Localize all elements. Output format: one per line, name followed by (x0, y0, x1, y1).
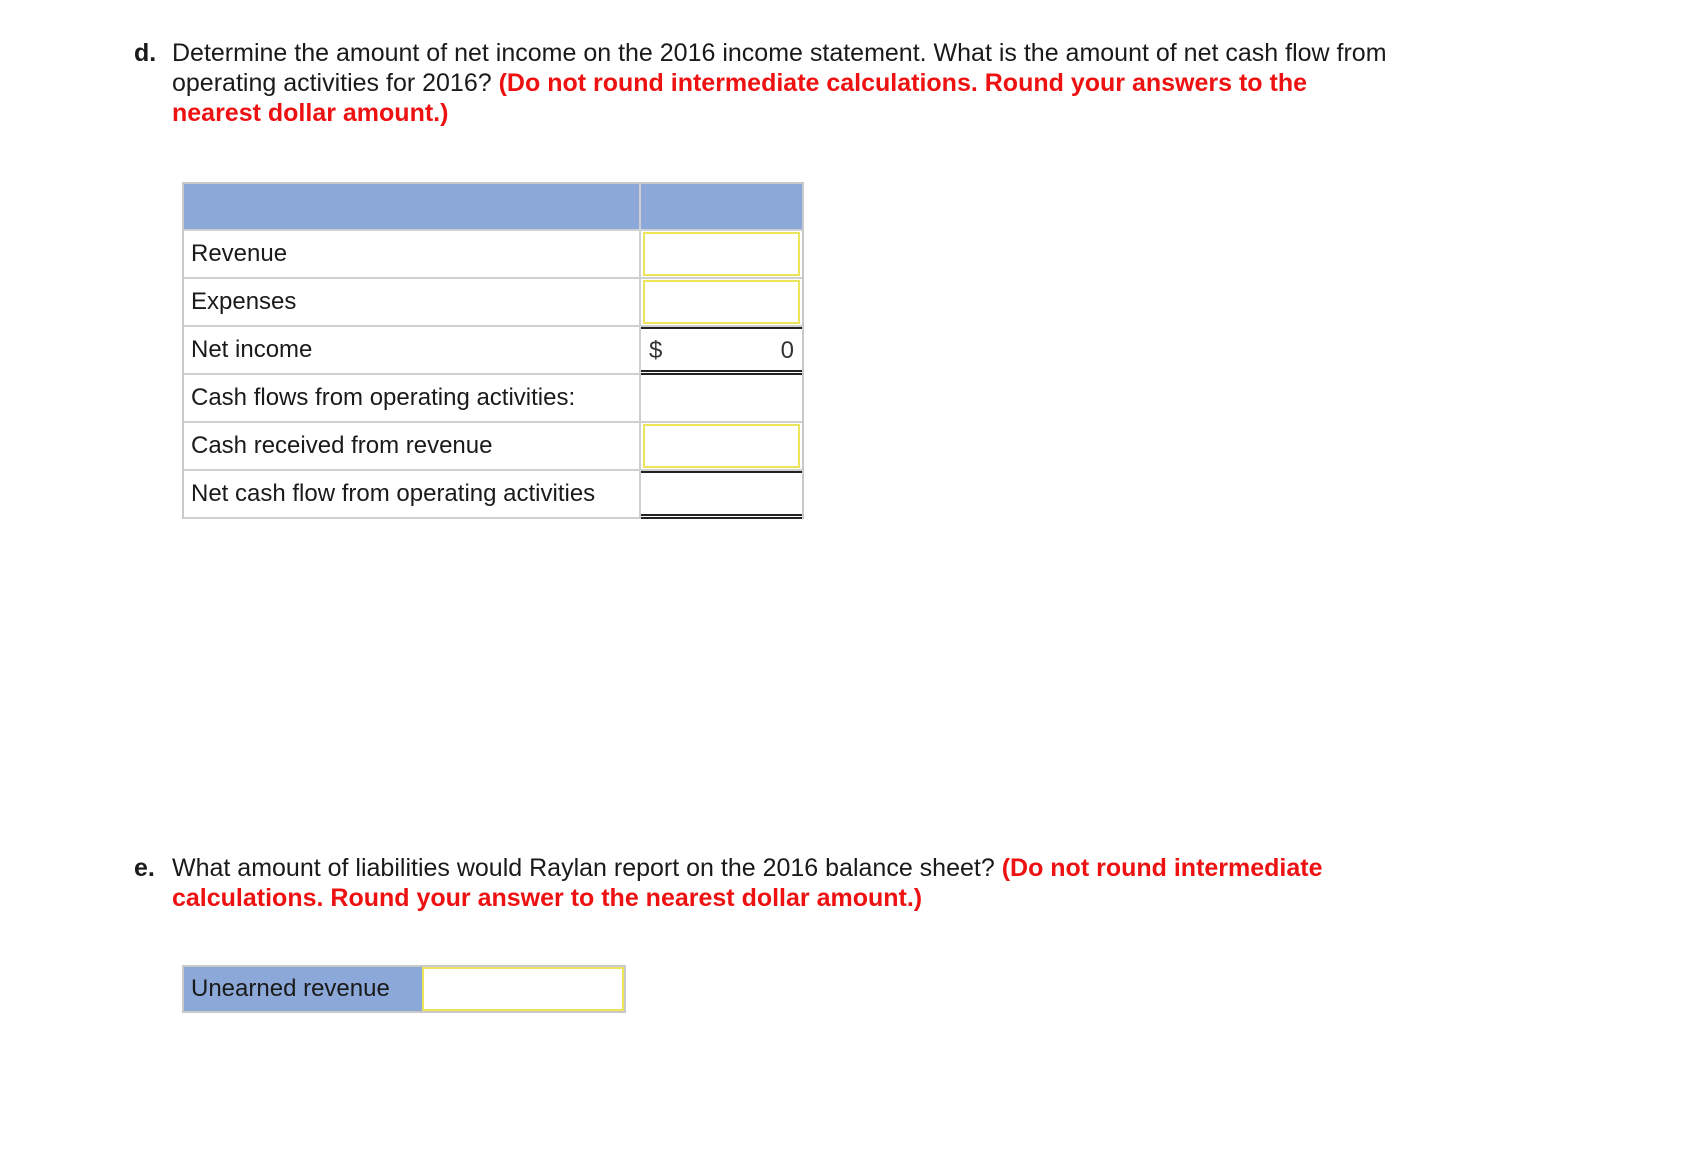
table-row-cash-received (184, 423, 802, 471)
question-d-instruction: (Do not round intermediate calculations. Round your answers to the nearest dollar amount.) (172, 69, 1308, 127)
double-underline (641, 514, 802, 519)
revenue-input[interactable] (643, 232, 800, 276)
cash-received-cell (641, 423, 802, 469)
cash-flows-heading-cell (641, 375, 802, 421)
row-label-expenses: Expenses (184, 279, 641, 325)
table-header-row (184, 184, 802, 231)
question-e-instruction: (Do not round intermediate calculations. Round your answer to the nearest dollar amount.) (172, 854, 1323, 912)
net-cash-flow-cell (641, 471, 802, 517)
question-e-text: What amount of liabilities would Raylan report on the 2016 balance sheet? (172, 854, 1002, 882)
header-label-cell (184, 184, 641, 229)
expenses-cell (641, 279, 802, 325)
net-income-value (641, 329, 802, 373)
table-row-net-cash-flow (184, 471, 802, 519)
net-income-amount: 0 (780, 337, 794, 364)
question-d-letter: d. (134, 39, 157, 67)
row-label-net-income: Net income (184, 327, 641, 373)
table-row-revenue (184, 231, 802, 279)
table-row-expenses (184, 279, 802, 327)
table-row-cash-flows-heading (184, 375, 802, 423)
unearned-revenue-cell (422, 967, 624, 1011)
cash-received-input[interactable] (643, 424, 800, 468)
income-statement-table (182, 182, 804, 519)
question-e-letter: e. (134, 854, 155, 882)
header-value-cell (641, 184, 802, 229)
row-label-net-cash-flow: Net cash flow from operating activities (184, 471, 641, 517)
unearned-revenue-input[interactable] (422, 967, 624, 1011)
question-d-text: Determine the amount of net income on the 2016 income statement. What is the amount of net cash flow from operating activities for 2016? (172, 39, 1387, 97)
revenue-cell (641, 231, 802, 277)
liabilities-table (182, 965, 626, 1013)
question-e (134, 853, 1394, 913)
currency-symbol: $ (649, 337, 663, 364)
row-label-revenue: Revenue (184, 231, 641, 277)
expenses-input[interactable] (643, 280, 800, 324)
net-income-cell (641, 327, 802, 373)
row-label-unearned-revenue: Unearned revenue (184, 967, 422, 1011)
table-row-net-income (184, 327, 802, 375)
question-d (134, 38, 1394, 128)
row-label-cash-flows-heading: Cash flows from operating activities: (184, 375, 641, 421)
row-label-cash-received: Cash received from revenue (184, 423, 641, 469)
